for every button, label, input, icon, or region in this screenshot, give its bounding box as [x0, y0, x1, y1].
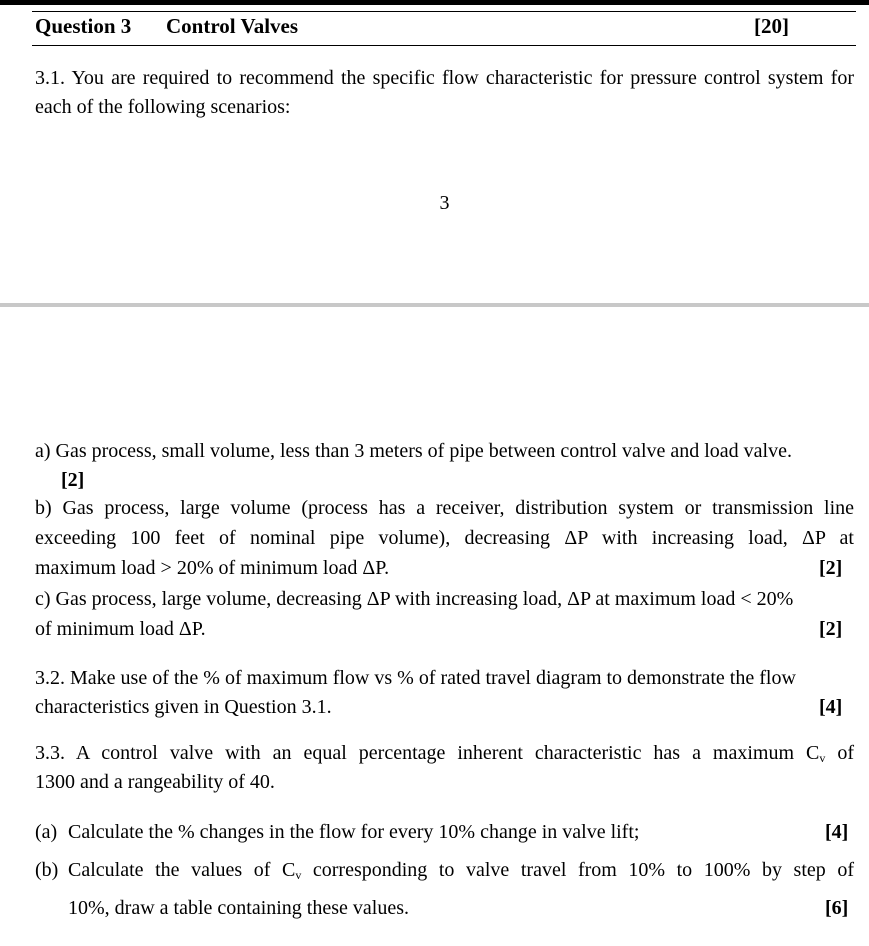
q33-b-text-end: corresponding to valve travel from 10% to 100% by step of [301, 859, 854, 881]
top-border [0, 0, 869, 5]
scenario-b-marks: [2] [819, 557, 843, 579]
q33-a-label: (a) [35, 821, 58, 843]
q32-marks: [4] [819, 696, 843, 718]
q32-line2: characteristics given in Question 3.1. [35, 696, 332, 718]
page-break [0, 303, 869, 307]
q33-b-marks: [6] [825, 897, 849, 919]
scenario-c-line1: c) Gas process, large volume, decreasing ΔP with increasing load, ΔP at maximum load < 20% [35, 588, 794, 610]
q33-line1-text: 3.3. A control valve with an equal percentage inherent characteristic has a maximum C [35, 742, 820, 764]
q33-line1-subscript: v [819, 751, 826, 765]
question-title: Control Valves [166, 14, 299, 38]
question-number: Question 3 [35, 14, 132, 38]
scenario-a-text: a) Gas process, small volume, less than 3 meters of pipe between control valve and load valve. [35, 440, 792, 462]
scenario-c-line2: of minimum load ΔP. [35, 618, 206, 640]
q33-b-text: Calculate the values of C [68, 859, 296, 881]
question-marks: [20] [754, 14, 789, 38]
q33-b-line2: 10%, draw a table containing these values. [68, 897, 409, 919]
header-top-rule [32, 11, 856, 12]
scenario-a-marks: [2] [61, 469, 85, 491]
q33-a-text: Calculate the % changes in the flow for every 10% change in valve lift; [68, 821, 640, 843]
scenario-b-line2: exceeding 100 feet of nominal pipe volume), decreasing ΔP with increasing load, ΔP at [35, 527, 854, 549]
scenario-b-line1: b) Gas process, large volume (process has a receiver, distribution system or transmission line [35, 497, 854, 519]
q33-b-line1 [68, 855, 854, 890]
q33-b-label: (b) [35, 859, 59, 881]
scenario-c-marks: [2] [819, 618, 843, 640]
q33-a-marks: [4] [825, 821, 849, 843]
scenario-b-line3: maximum load > 20% of minimum load ΔP. [35, 557, 390, 579]
header-bottom-rule [32, 45, 856, 46]
q31-intro: 3.1. You are required to recommend the specific flow characteristic for pressure control system for each of the following scenarios: [35, 67, 854, 118]
q33-b-subscript: v [295, 868, 302, 882]
question-header [35, 14, 856, 42]
q33-line1-end: of [825, 742, 854, 764]
q32-line1: 3.2. Make use of the % of maximum flow vs % of rated travel diagram to demonstrate the flow [35, 667, 796, 689]
q33-line2: 1300 and a rangeability of 40. [35, 771, 275, 793]
page-number: 3 [439, 192, 450, 214]
